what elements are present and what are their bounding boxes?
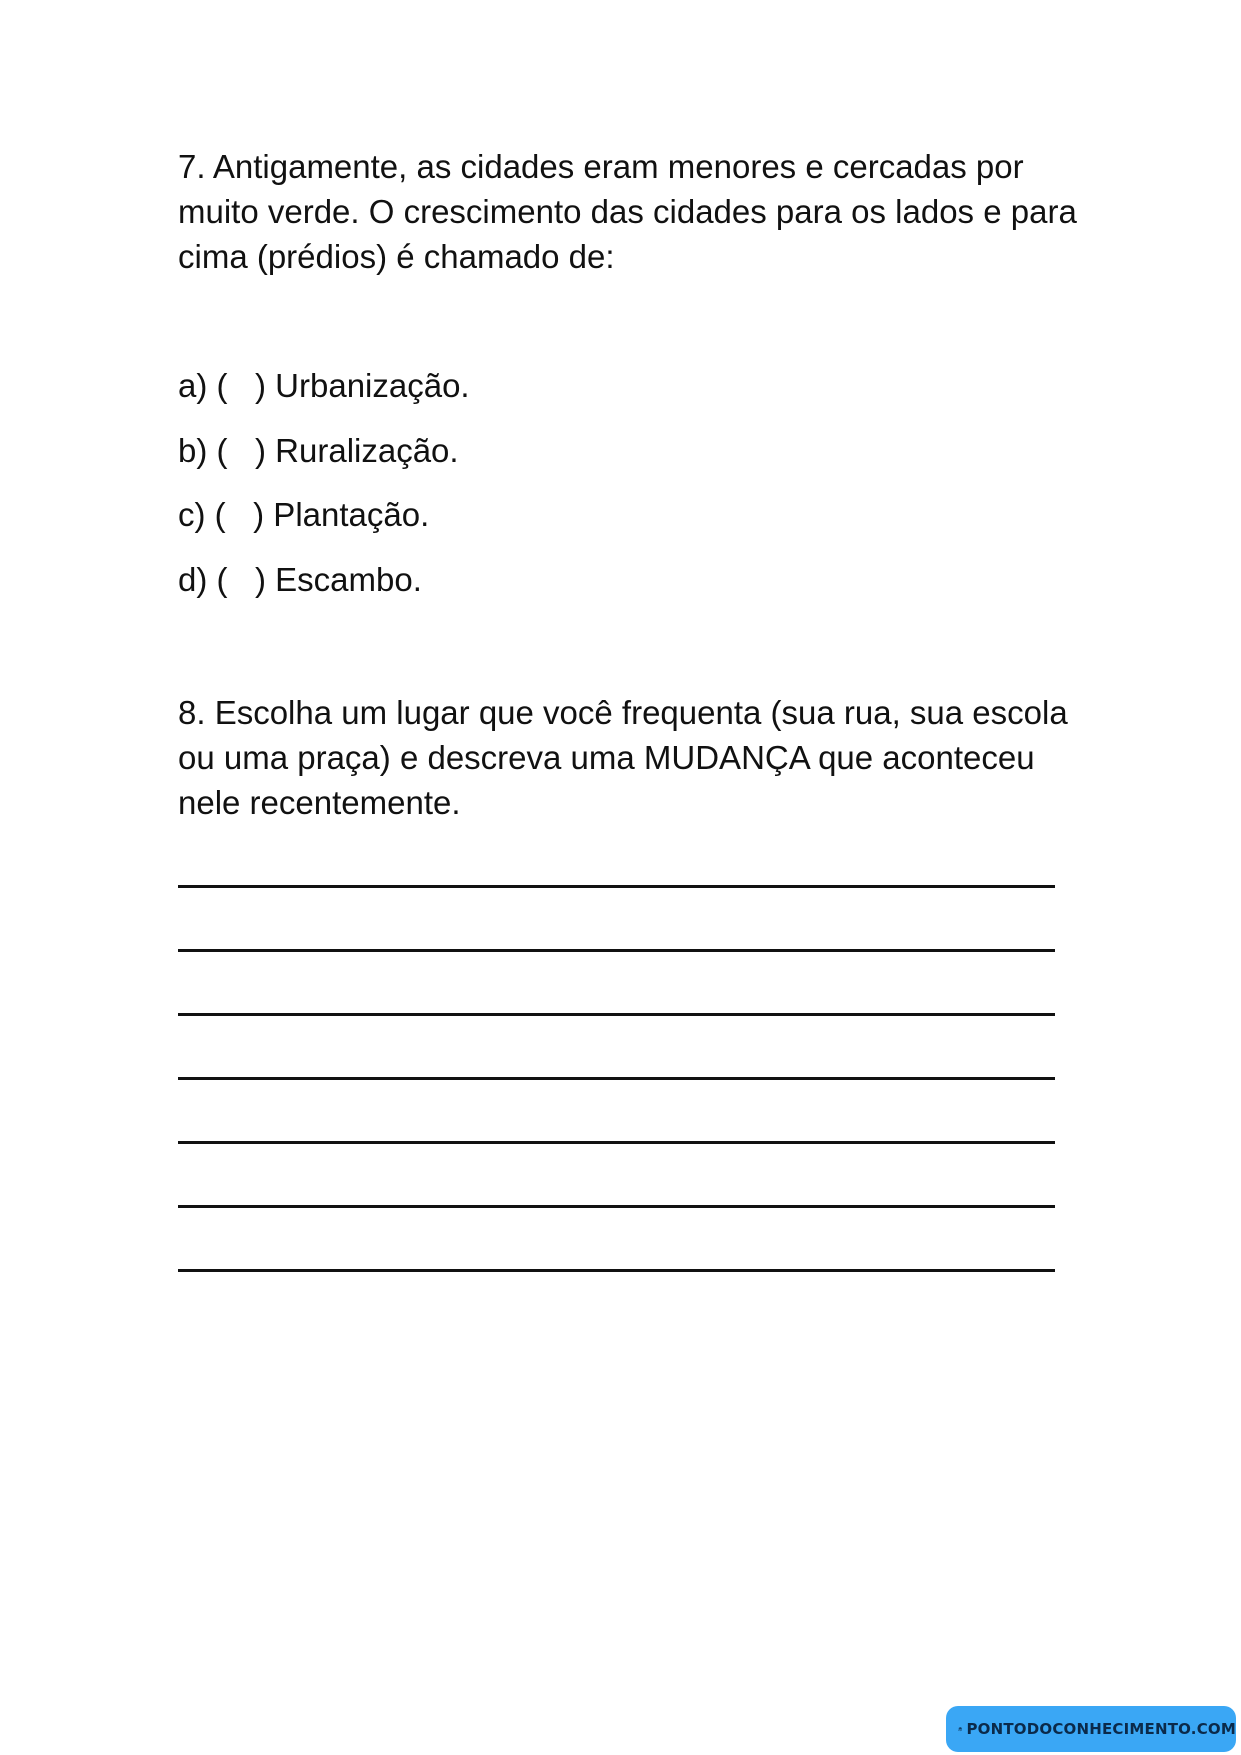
- answer-line[interactable]: [178, 1269, 1055, 1272]
- answer-line[interactable]: [178, 1077, 1055, 1080]
- answer-line[interactable]: [178, 885, 1055, 888]
- question-8-text: 8. Escolha um lugar que você frequenta (sua rua, sua escola ou uma praça) e descreva uma MUDANÇA que aconteceu nele recentemente.: [178, 694, 1068, 821]
- answer-line[interactable]: [178, 1205, 1055, 1208]
- option-d[interactable]: d) ( ) Escambo.: [178, 560, 422, 598]
- answer-line[interactable]: [178, 1013, 1055, 1016]
- option-b[interactable]: b) ( ) Ruralização.: [178, 431, 459, 469]
- question-7-text: 7. Antigamente, as cidades eram menores e cercadas por muito verde. O crescimento das cidades para os lados e para cima (prédios) é chamado de:: [178, 148, 1077, 275]
- answer-line[interactable]: [178, 949, 1055, 952]
- answer-lines: [178, 885, 1055, 1333]
- option-a[interactable]: a) ( ) Urbanização.: [178, 367, 470, 404]
- answer-line[interactable]: [178, 1141, 1055, 1144]
- site-badge[interactable]: [946, 1706, 1236, 1752]
- option-c[interactable]: c) ( ) Plantação.: [178, 496, 430, 533]
- question-7-options: [178, 366, 470, 624]
- graduation-book-icon: [958, 1714, 962, 1744]
- site-name[interactable]: PONTODOCONHECIMENTO.COM: [966, 1720, 1236, 1738]
